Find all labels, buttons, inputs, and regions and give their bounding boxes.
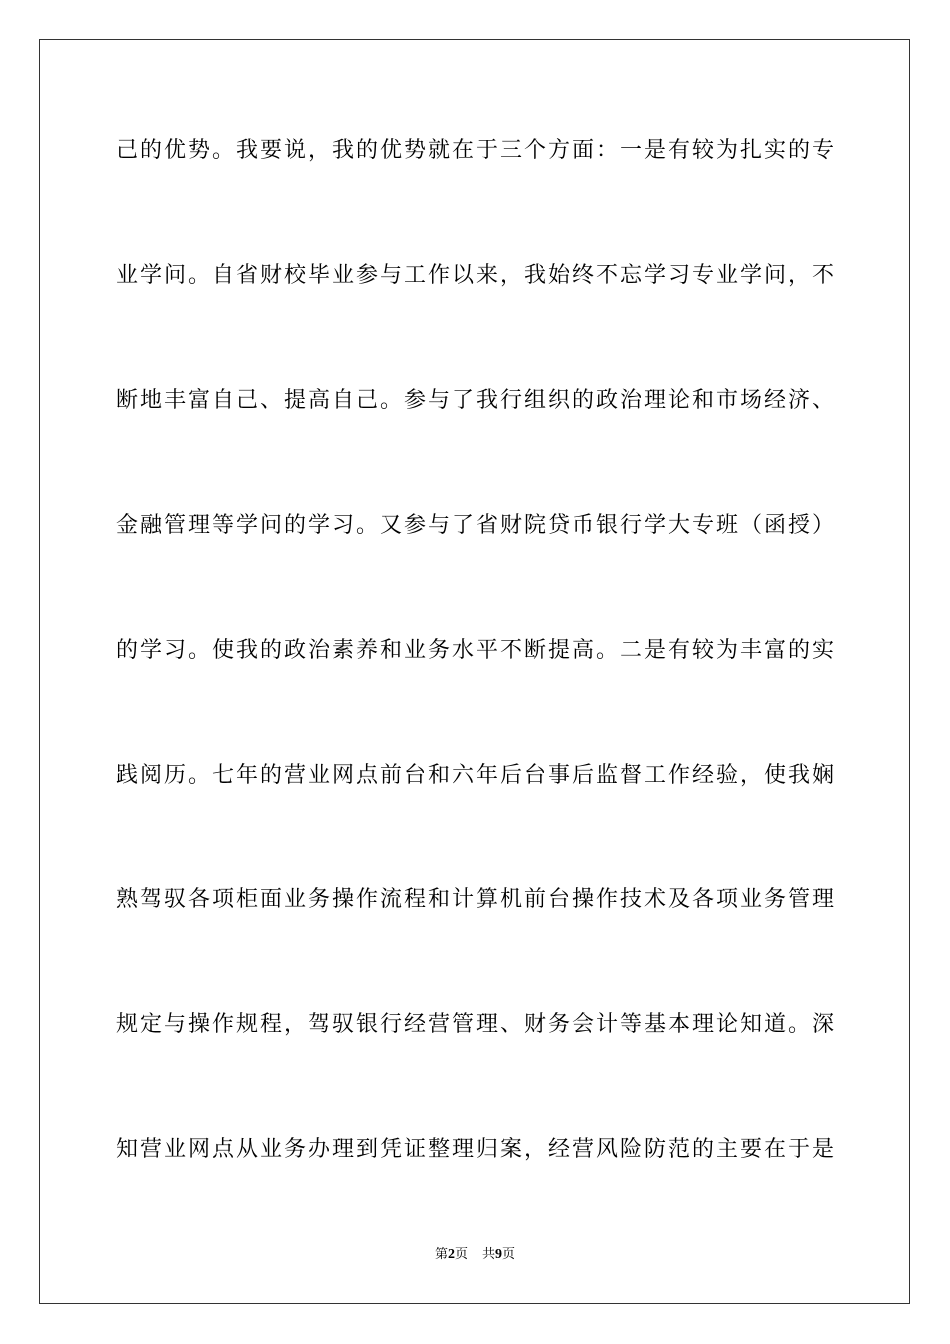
text-line: 践阅历。七年的营业网点前台和六年后台事后监督工作经验，使我娴	[116, 763, 834, 788]
page-border	[39, 39, 910, 1304]
text-line: 业学问。自省财校毕业参与工作以来，我始终不忘学习专业学问，不	[116, 263, 834, 288]
current-page-number: 2	[447, 1247, 455, 1262]
text-line: 的学习。使我的政治素养和业务水平不断提高。二是有较为丰富的实	[116, 638, 834, 663]
text-line: 熟驾驭各项柜面业务操作流程和计算机前台操作技术及各项业务管理	[116, 887, 834, 912]
total-label-prefix: 共	[482, 1247, 496, 1262]
text-line: 知营业网点从业务办理到凭证整理归案，经营风险防范的主要在于是	[116, 1137, 834, 1162]
text-line: 己的优势。我要说，我的优势就在于三个方面：一是有较为扎实的专	[116, 138, 834, 163]
page-label-suffix: 页	[454, 1247, 468, 1262]
total-label-suffix: 页	[502, 1247, 516, 1262]
text-line: 金融管理等学问的学习。又参与了省财院贷币银行学大专班（函授）	[116, 513, 834, 538]
page-footer	[0, 1246, 950, 1264]
total-page-number: 9	[495, 1247, 503, 1262]
text-line: 断地丰富自己、提高自己。参与了我行组织的政治理论和市场经济、	[116, 388, 834, 413]
text-line: 规定与操作规程，驾驭银行经营管理、财务会计等基本理论知道。深	[116, 1012, 834, 1037]
page-label-prefix: 第	[434, 1247, 448, 1262]
